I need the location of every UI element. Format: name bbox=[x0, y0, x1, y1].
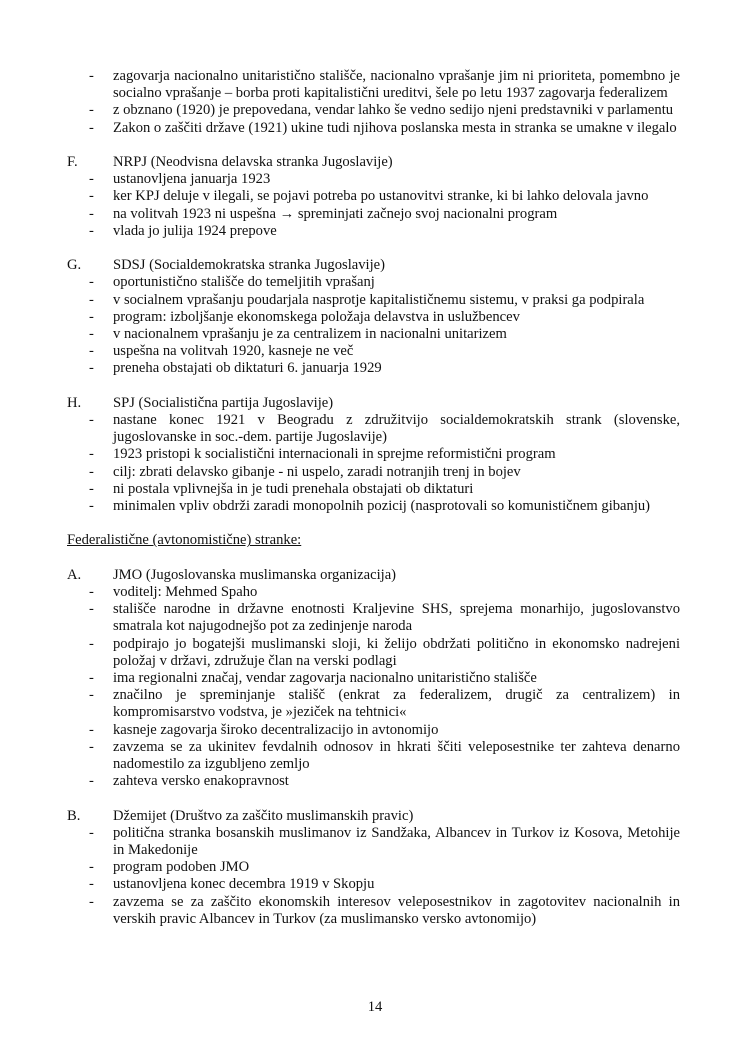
section-heading bbox=[67, 567, 680, 584]
bullet-dash: - bbox=[89, 119, 94, 136]
intro-bullet-list bbox=[67, 68, 680, 137]
section-heading bbox=[67, 808, 680, 825]
list-item: - oportunistično stališče do temeljitih vprašanj bbox=[89, 274, 375, 291]
section-letter: G. bbox=[67, 257, 82, 274]
list-item: - uspešna na volitvah 1920, kasneje ne več bbox=[89, 343, 354, 360]
bullet-dash: - bbox=[89, 876, 94, 893]
bullet-dash: - bbox=[89, 601, 94, 618]
list-item: - podpirajo jo bogatejši muslimanski sloji, ki želijo obdržati politično in ekonomsko nadrejeni položaj v državi, združuje član na verski podlagi bbox=[89, 635, 680, 669]
section-heading bbox=[67, 154, 680, 171]
list-item: - 1923 pristopi k socialistični internacionali in sprejme reformistični program bbox=[89, 446, 556, 463]
section-letter: H. bbox=[67, 394, 82, 411]
bullet-dash: - bbox=[89, 291, 94, 308]
list-item: - zagovarja nacionalno unitaristično stališče, nacionalno vprašanje jim ni prioriteta, pomembno je socialno vprašanje – borba proti kapitalistični ureditvi, šele po letu 1937 zagovarja federalizem bbox=[89, 68, 680, 102]
list-item: - nastane konec 1921 v Beogradu z združitvijo socialdemokratskih strank (slovenske, jugoslovanske in soc.-dem. partije Jugoslavije) bbox=[89, 412, 680, 446]
section-title: Džemijet (Društvo za zaščito muslimanskih pravic) bbox=[113, 807, 414, 824]
list-item: - v socialnem vprašanju poudarjala nasprotje kapitalističnemu sistemu, v praksi ga podpirala bbox=[89, 291, 645, 308]
list-item: - zavzema se za zaščito ekonomskih interesov veleposestnikov in zagotovitev nacionalnih in verskih pravic Albancev in Turkov (za muslimansko versko avtonomijo) bbox=[89, 893, 680, 927]
bullet-dash: - bbox=[89, 721, 94, 738]
list-item: - vlada jo julija 1924 prepove bbox=[89, 222, 277, 239]
section-title: SPJ (Socialistična partija Jugoslavije) bbox=[113, 394, 334, 411]
list-item: - ima regionalni značaj, vendar zagovarja nacionalno unitaristično stališče bbox=[89, 670, 537, 687]
list-item: - preneha obstajati ob diktaturi 6. januarja 1929 bbox=[89, 360, 382, 377]
bullet-dash: - bbox=[89, 171, 94, 188]
bullet-dash: - bbox=[89, 308, 94, 325]
list-item: - ustanovljena konec decembra 1919 v Skopju bbox=[89, 876, 375, 893]
bullet-dash: - bbox=[89, 498, 94, 515]
bullet-dash: - bbox=[89, 102, 94, 119]
section-letter: A. bbox=[67, 566, 82, 583]
section-jmo bbox=[67, 567, 680, 791]
bullet-dash: - bbox=[89, 773, 94, 790]
list-item: - zavzema se za ukinitev fevdalnih odnosov in hkrati ščiti veleposestnike ter zahteva denarno nadomestilo za izgubljeno zemljo bbox=[89, 738, 680, 773]
list-item: - ustanovljena januarja 1923 bbox=[89, 171, 271, 188]
bullet-dash: - bbox=[89, 463, 94, 480]
bullet-dash: - bbox=[89, 859, 94, 876]
list-item: - program: izboljšanje ekonomskega položaja delavstva in uslužbencev bbox=[89, 308, 520, 325]
section-dzemijet bbox=[67, 808, 680, 928]
list-item: - ker KPJ deluje v ilegali, se pojavi potreba po ustanovitvi stranke, ki bi lahko delovala javno bbox=[89, 188, 649, 205]
list-item: - na volitvah 1923 ni uspešna → spreminjati začnejo svoj nacionalni program bbox=[89, 205, 558, 222]
section-title: NRPJ (Neodvisna delavska stranka Jugoslavije) bbox=[113, 154, 393, 170]
list-item: - ni postala vplivnejša in je tudi prenehala obstajati ob diktaturi bbox=[89, 480, 474, 497]
bullet-dash: - bbox=[89, 188, 94, 205]
section-letter: B. bbox=[67, 807, 81, 824]
list-item: - z obznano (1920) je prepovedana, vendar lahko še vedno sedijo njeni predstavniki v parlamentu bbox=[89, 102, 674, 119]
list-item: - Zakon o zaščiti države (1921) ukine tudi njihova poslanska mesta in stranka se umakne v ilegalo bbox=[89, 119, 677, 136]
bullet-dash: - bbox=[89, 635, 94, 652]
bullet-dash: - bbox=[89, 274, 94, 291]
bullet-dash: - bbox=[89, 480, 94, 497]
bullet-dash: - bbox=[89, 68, 94, 84]
bullet-dash: - bbox=[89, 343, 94, 360]
bullet-dash: - bbox=[89, 205, 94, 222]
bullet-dash: - bbox=[89, 893, 94, 910]
section-sdsj bbox=[67, 257, 680, 377]
list-item: - stališče narodne in državne enotnosti Kraljevine SHS, sprejema monarhijo, jugoslovanstvo smatrala kot najugodnejšo pot za zedinjenje naroda bbox=[89, 601, 680, 635]
list-item: - voditelj: Mehmed Spaho bbox=[89, 584, 258, 601]
list-item: - v nacionalnem vprašanju je za centralizem in nacionalni unitarizem bbox=[89, 326, 507, 343]
bullet-dash: - bbox=[89, 687, 94, 704]
list-item: - minimalen vpliv obdrži zaradi monopolnih pozicij (nasprotovali so komunističnem gibanju) bbox=[89, 498, 651, 515]
list-item: - kasneje zagovarja široko decentralizacijo in avtonomijo bbox=[89, 721, 439, 738]
bullet-dash: - bbox=[89, 360, 94, 377]
bullet-dash: - bbox=[89, 670, 94, 687]
list-item: - politična stranka bosanskih muslimanov iz Sandžaka, Albancev in Turkov iz Kosova, Metohije in Makedonije bbox=[89, 824, 680, 859]
bullet-dash: - bbox=[89, 222, 94, 239]
document-page bbox=[67, 68, 680, 928]
section-spj bbox=[67, 395, 680, 515]
section-title: SDSJ (Socialdemokratska stranka Jugoslavije) bbox=[113, 257, 385, 274]
list-item: - cilj: zbrati delavsko gibanje - ni uspelo, zaradi notranjih trenj in bojev bbox=[89, 463, 521, 480]
bullet-dash: - bbox=[89, 824, 94, 841]
bullet-dash: - bbox=[89, 738, 94, 755]
federalist-parties-heading: Federalistične (avtonomistične) stranke: bbox=[67, 532, 302, 549]
section-nrpj bbox=[67, 154, 680, 240]
bullet-dash: - bbox=[89, 584, 94, 601]
bullet-dash: - bbox=[89, 446, 94, 463]
list-item: - značilno je spreminjanje stališč (enkrat za federalizem, drugič za centralizem) in kompromisarstvo vodstva, je »jeziček na tehtnici« bbox=[89, 687, 680, 721]
list-item: - program podoben JMO bbox=[89, 859, 250, 876]
section-title: JMO (Jugoslovanska muslimanska organizacija) bbox=[113, 566, 397, 583]
section-heading bbox=[67, 257, 680, 274]
list-item: - zahteva versko enakopravnost bbox=[89, 773, 289, 790]
page-number: 14 bbox=[367, 999, 383, 1015]
section-letter: F. bbox=[67, 154, 78, 170]
section-heading bbox=[67, 395, 680, 412]
bullet-dash: - bbox=[89, 326, 94, 343]
bullet-dash: - bbox=[89, 412, 94, 429]
